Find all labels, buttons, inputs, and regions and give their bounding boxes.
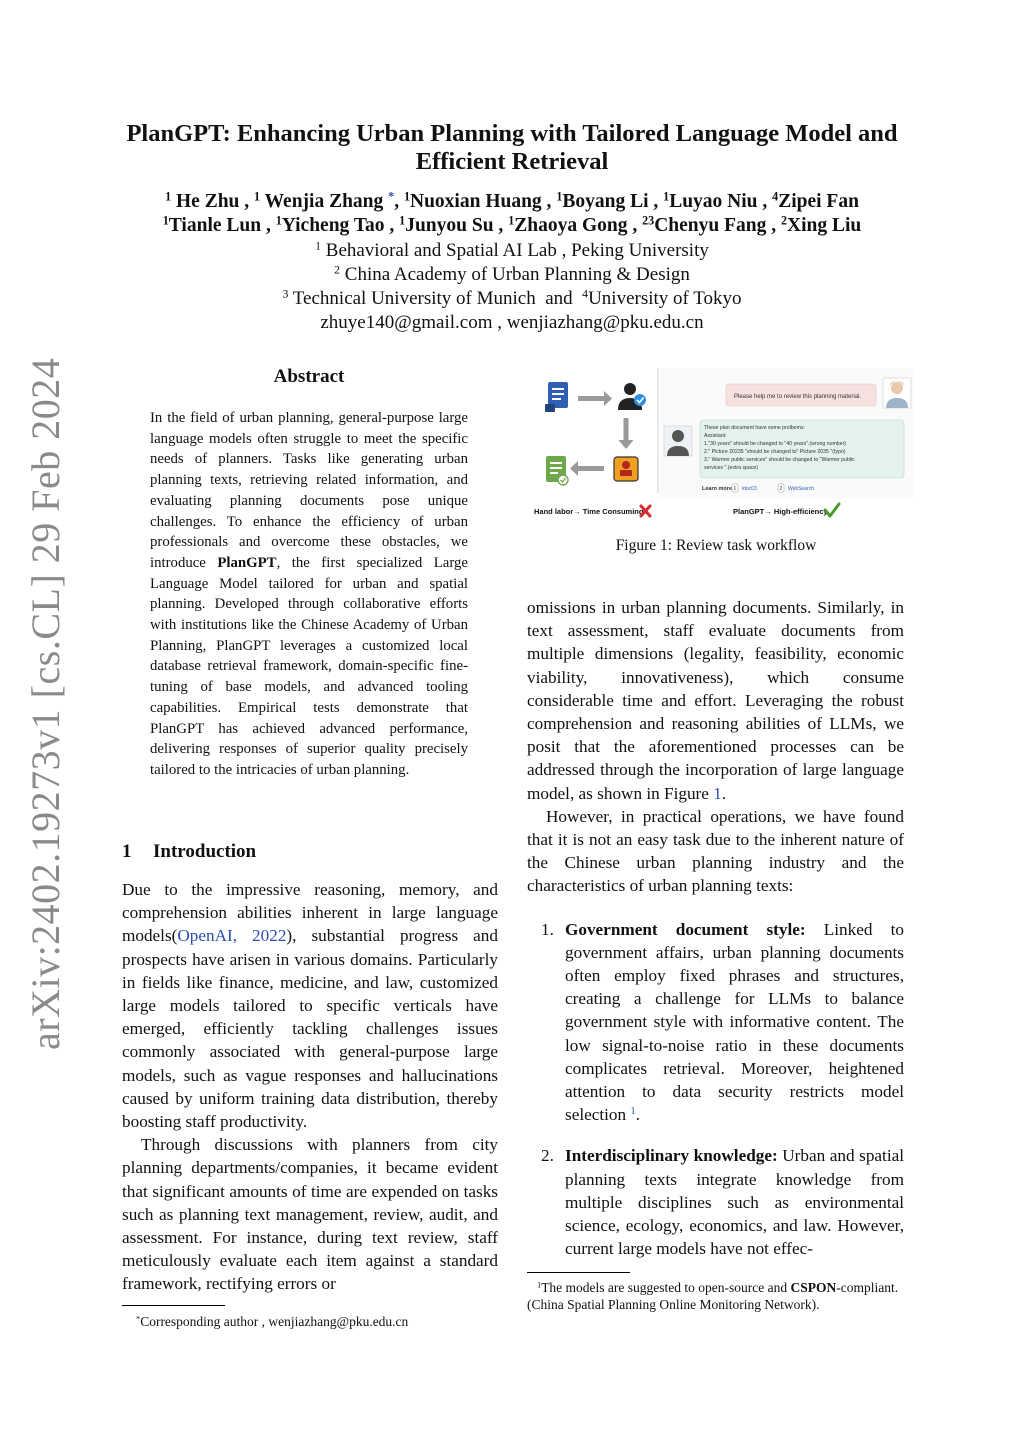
- figure-caption: Figure 1: Review task workflow: [615, 537, 817, 554]
- document-icon: [545, 382, 568, 412]
- author-line-1: $^1$ He Zhu , $^1$ Wenjia Zhang *, $^1$Nuoxian Huang , $^1$Boyang Li , $^1$Luyao Niu , $^4$Zipei Fan: [165, 189, 859, 212]
- author-name: Nuoxian Huang ,: [410, 191, 552, 212]
- affiliation-2: $^2$ China Academy of Urban Planning & Design: [334, 263, 690, 285]
- title-line-1: PlanGPT: Enhancing Urban Planning with Tailored Language Model and: [126, 120, 898, 147]
- figure-review-workflow: [528, 368, 914, 523]
- plangpt-name: PlanGPT: [217, 554, 277, 571]
- challenges-list: [527, 918, 904, 1261]
- hand-labor-panel: [534, 382, 650, 516]
- footnote-reference[interactable]: 1: [630, 1106, 636, 1118]
- reference-link[interactable]: WebSearch: [788, 486, 815, 492]
- reply-line: 3." Warmer public services" should be changed to "Warmer public: [704, 457, 855, 463]
- arxiv-identifier: arXiv:2402.19273v1 [cs.CL] 29 Feb 2024: [23, 357, 68, 1050]
- author-name: Wenjia Zhang: [264, 191, 384, 212]
- footnote-open-source: $^1$The models are suggested to open-source and CSPON-compliant. (China Spatial Planning Online Monitoring Network).: [527, 1280, 899, 1312]
- affiliation-3: $^3$ Technical University of Munich and $^4$University of Tokyo: [282, 287, 742, 309]
- title-line-2: Efficient Retrieval: [415, 148, 609, 175]
- reference-link[interactable]: ldoc03: [742, 486, 757, 492]
- abstract-heading: Abstract: [273, 366, 345, 387]
- reply-line: These plan document have some prolbems:: [704, 425, 805, 431]
- author-name: He Zhu ,: [176, 191, 250, 212]
- user-avatar: [883, 378, 911, 408]
- footnote-divider: [122, 1305, 225, 1306]
- author-name: Chenyu Fang ,: [654, 215, 777, 236]
- arrow-left-icon: [570, 461, 604, 476]
- intro-paragraph-1: Due to the impressive reasoning, memory, and comprehension abilities inherent in large language models(OpenAI, 2022), substantial progress and prospects have arisen in various domains. Particularly in fields like finance, medicine, and law, customized large models tailored to specific verticals have emerged, efficiently tackling challenges issues commonly associated with general-purpose large models, such as vague responses and hallucinations caused by uniform training data distribution, thereby boosting staff productivity.: [122, 880, 498, 1132]
- intro-paragraph-2: Through discussions with planners from city planning departments/companies, it became evident that significant amounts of time are expended on tasks such as planning text management, review, audit, and assessment. For instance, during text review, staff meticulously evaluate each item against a standard framework, rectifying errors or: [122, 1135, 498, 1294]
- reply-line: 2." Picture 20235 "should be changed to" Picture 2035 "(typo): [704, 449, 846, 455]
- author-name: Luyao Niu ,: [669, 191, 768, 212]
- citation-year-link[interactable]: 2022: [252, 926, 287, 946]
- citation-link[interactable]: OpenAI: [177, 926, 233, 946]
- corresponding-mark[interactable]: *: [388, 189, 395, 204]
- affiliation-1: $^1$ Behavioral and Spatial AI Lab , Peking University: [315, 239, 709, 261]
- approval-stamp-icon: [614, 457, 638, 481]
- plangpt-label: PlanGPT→ High-efficiency: [733, 507, 828, 516]
- list-item: 1. Government document style: Linked to government affairs, urban planning documents often employ fixed phrases and structures, creating a challenge for LLMs to balance government style with informative content. The low signal-to-noise ratio in these documents complicates retrieval. Moreover, heightened attention to data security restricts model selection $^1$.: [541, 919, 904, 1125]
- section-heading-introduction: 1 Introduction: [122, 841, 257, 862]
- learn-more-label: Learn more: [702, 486, 732, 492]
- intro-left-column: [122, 878, 498, 1296]
- author-name: Yicheng Tao ,: [281, 215, 395, 236]
- author-name: Boyang Li ,: [562, 191, 659, 212]
- arrow-right-icon: [578, 391, 612, 406]
- author-name: Xing Liu: [787, 215, 862, 236]
- author-name: Junyou Su ,: [405, 215, 504, 236]
- approved-document-icon: [546, 456, 568, 485]
- footnote-divider: [527, 1272, 630, 1273]
- hand-labor-label: Hand labor→ Time Consuming: [534, 507, 644, 516]
- author-name: Zhaoya Gong ,: [514, 215, 638, 236]
- user-prompt: Please help me to review this planning material.: [734, 394, 862, 400]
- reply-line: 1."30 years" should be changed to "40 years".(wrong number): [704, 441, 847, 447]
- author-line-2: $^1$Tianle Lun , $^1$Yicheng Tao , $^1$Junyou Su , $^1$Zhaoya Gong , $^{23}$Chenyu Fang , $^2$Xing Liu: [162, 213, 862, 236]
- author-emails: zhuye140@gmail.com , wenjiazhang@pku.edu.cn: [320, 312, 704, 333]
- author-name: Tianle Lun ,: [168, 215, 271, 236]
- reply-line: Assistant:: [704, 433, 727, 439]
- intro-paragraph-3: omissions in urban planning documents. Similarly, in text assessment, staff evaluate documents from multiple dimensions (legality, feasibility, economic viability, innovativeness), which consume considerable time and effort. Leveraging the robust comprehension and reasoning abilities of LLMs, we posit that the aforementioned processes can be addressed through the incorporation of large language model, as shown in Figure 1.: [527, 598, 904, 803]
- author-name: Zipei Fan: [778, 191, 859, 212]
- figure-reference-link[interactable]: 1: [713, 783, 722, 803]
- intro-right-column: [527, 596, 904, 1278]
- assistant-avatar: [664, 426, 692, 456]
- arrow-down-icon: [619, 418, 634, 449]
- intro-paragraph-4: However, in practical operations, we have found that it is not an easy task due to the inherent nature of the Chinese urban planning industry and the characteristics of urban planning texts:: [527, 806, 904, 896]
- reference-number: 2: [779, 486, 783, 492]
- reference-number: 1: [733, 486, 737, 492]
- reply-line: services ".(extra space): [704, 465, 759, 471]
- footnote-corresponding-author: *Corresponding author , wenjiazhang@pku.edu.cn: [136, 1314, 409, 1329]
- paper-title: [100, 120, 924, 176]
- abstract-body: In the field of urban planning, general-purpose large language models often struggle to meet the specific needs of planners. Tasks like generating urban planning texts, retrieving related information, and evaluating planning documents pose unique challenges. To enhance the efficiency of urban professionals and overcome these obstacles, we introduce PlanGPT, the first specialized Large Language Model tailored for urban and spatial planning. Developed through collaborative efforts with institutions like the Chinese Academy of Urban Planning, PlanGPT leverages a customized local database retrieval framework, domain-specific fine-tuning of base models, and advanced tooling capabilities. Empirical tests demonstrate that PlanGPT has achieved advanced performance, delivering responses of superior quality precisely tailored to the intricacies of urban planning.: [150, 410, 469, 778]
- list-item: 2. Interdisciplinary knowledge: Urban and spatial planning texts integrate knowledge from multiple disciplines such as environmental science, ecology, economics, and law. However, current large models have not effec-: [541, 1146, 904, 1259]
- plangpt-chat-panel: [660, 368, 914, 498]
- reviewer-icon: [618, 383, 646, 410]
